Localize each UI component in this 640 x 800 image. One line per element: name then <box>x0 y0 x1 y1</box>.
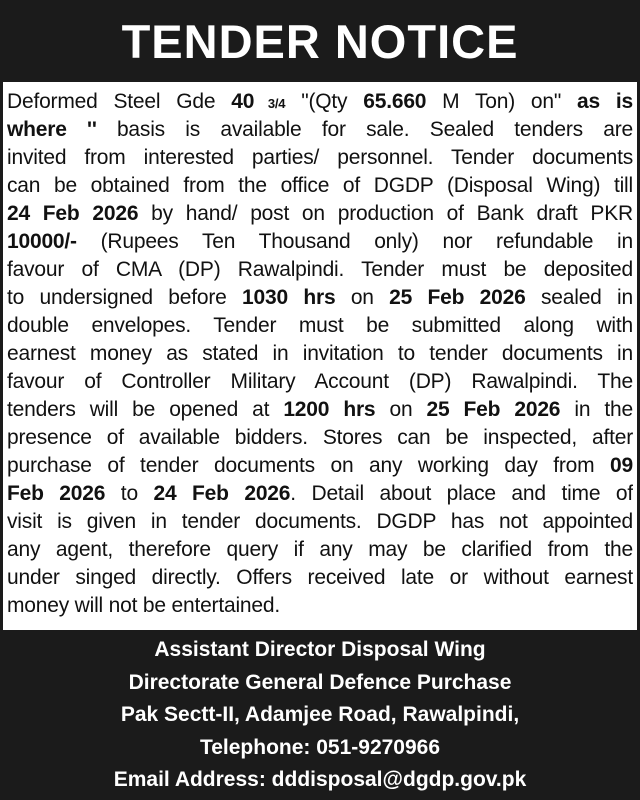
body-text: visit is given in tender documents. DGDP has not appointed <box>7 510 633 533</box>
body-text: money will not be entertained. <box>7 594 280 617</box>
notice-line <box>7 144 633 172</box>
bold-text: 24 Feb 2026 <box>153 482 291 505</box>
body-text: M Ton) on" <box>426 90 578 113</box>
notice-line <box>7 228 633 256</box>
body-text: to undersigned before <box>7 286 243 309</box>
bold-text: 25 Feb 2026 <box>389 286 526 309</box>
body-text: on <box>335 286 390 309</box>
body-text: double envelopes. Tender must be submitted along with <box>7 314 633 337</box>
fraction-text: 3/4 <box>254 96 286 111</box>
body-text: to <box>105 482 154 505</box>
notice-line <box>7 452 633 480</box>
notice-line <box>7 200 633 228</box>
notice-line <box>7 368 633 396</box>
notice-line <box>7 340 633 368</box>
bold-text: 10000/- <box>7 230 77 253</box>
notice-line <box>7 480 633 508</box>
notice-line <box>7 592 633 620</box>
office-name: Assistant Director Disposal Wing <box>154 638 486 661</box>
notice-line <box>7 312 633 340</box>
body-text: invited from interested parties/ personnel. Tender documents <box>7 146 633 169</box>
notice-line <box>7 564 633 592</box>
body-text: tenders will be opened at <box>7 398 284 421</box>
bold-text: where '' <box>7 118 97 141</box>
notice-line <box>7 424 633 452</box>
body-text: favour of CMA (DP) Rawalpindi. Tender must be deposited <box>7 258 633 281</box>
body-text: (Rupees Ten Thousand only) nor refundable in <box>76 230 633 253</box>
body-text: under singed directly. Offers received late or without earnest <box>7 566 633 589</box>
notice-line <box>7 116 633 144</box>
bold-text: 09 <box>610 454 633 477</box>
telephone: Telephone: 051-9270966 <box>199 735 441 759</box>
notice-title: TENDER NOTICE <box>121 14 519 68</box>
notice-line <box>7 508 633 536</box>
body-text: in the <box>560 398 633 421</box>
body-text: can be obtained from the office of DGDP (Disposal Wing) till <box>7 174 633 197</box>
body-text: earnest money as stated in invitation to tender documents in <box>7 342 633 365</box>
body-text: sealed in <box>525 286 633 309</box>
body-text: favour of Controller Military Account (DP) Rawalpindi. The <box>7 370 633 393</box>
body-text: presence of available bidders. Stores can be inspected, after <box>7 426 633 449</box>
notice-line <box>7 284 633 312</box>
bold-text: 1030 hrs <box>242 286 336 309</box>
bold-text: 1200 hrs <box>283 398 376 421</box>
bold-text: 25 Feb 2026 <box>426 398 561 421</box>
body-text: by hand/ post on production of Bank draft PKR <box>138 202 633 225</box>
notice-header <box>0 0 640 82</box>
body-text: Deformed Steel Gde <box>7 90 232 113</box>
notice-body <box>3 82 637 630</box>
email-address[interactable]: Email Address: dddisposal@dgdp.gov.pk <box>113 768 527 791</box>
notice-line <box>7 172 633 200</box>
body-text: purchase of tender documents on any working day from <box>7 454 611 477</box>
notice-line <box>7 536 633 564</box>
bold-text: as is <box>577 90 633 113</box>
bold-text: 40 <box>231 90 255 113</box>
notice-line <box>7 88 633 116</box>
directorate-name: Directorate General Defence Purchase <box>128 670 512 694</box>
body-text: any agent, therefore query if any may be clarified from the <box>7 538 633 561</box>
body-text: on <box>375 398 427 421</box>
notice-line <box>7 396 633 424</box>
body-text: "(Qty <box>285 90 364 113</box>
body-text: basis is available for sale. Sealed tenders are <box>96 118 633 141</box>
body-text: . Detail about place and time of <box>290 482 633 505</box>
address: Pak Sectt-II, Adamjee Road, Rawalpindi, <box>120 703 520 726</box>
bold-text: 65.660 <box>363 90 427 113</box>
bold-text: 24 Feb 2026 <box>7 202 139 225</box>
bold-text: Feb 2026 <box>7 482 106 505</box>
contact-footer <box>0 630 640 800</box>
notice-line <box>7 256 633 284</box>
